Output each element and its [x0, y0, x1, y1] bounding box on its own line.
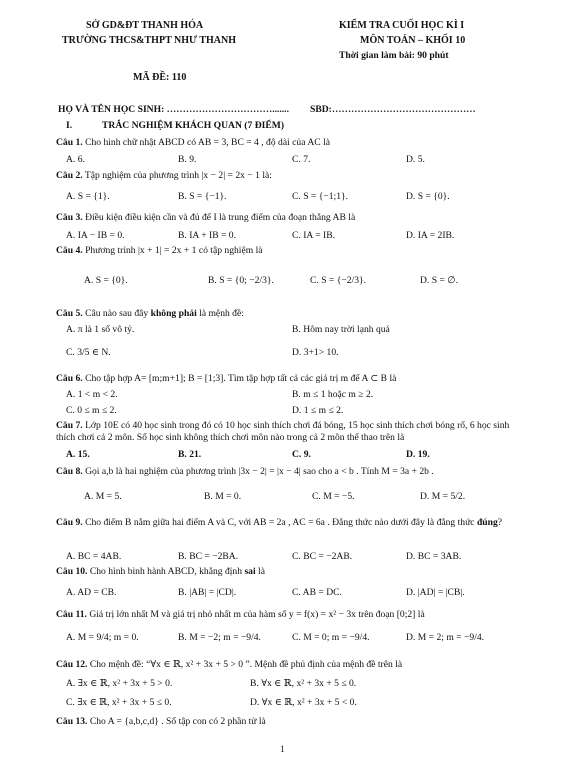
question-10 [56, 566, 265, 578]
option-a: A. AD = CB. [66, 587, 117, 598]
question-label: Câu 8. [56, 466, 83, 477]
question-text: Giá trị lớn nhất M và giá trị nhỏ nhất m của hàm số y = f(x) = x² − 3x trên đoạn [0;2] là [89, 609, 425, 620]
question-8 [56, 466, 434, 478]
question-text-end: là [255, 566, 265, 577]
option-a: A. S = {1}. [66, 191, 110, 202]
option-b: B. M = 0. [204, 491, 242, 502]
question-label: Câu 13. [56, 716, 88, 727]
question-9 [56, 517, 520, 529]
option-d: D. BC = 3AB. [406, 551, 462, 562]
question-text: Phương trình |x + 1| = 2x + 1 có tập nghiệm là [85, 245, 263, 256]
question-text: Điều kiện điều kiện cần và đủ để I là trung điểm của đoạn thẳng AB là [85, 212, 356, 223]
option-b: B. m ≤ 1 hoặc m ≥ 2. [292, 389, 374, 400]
question-label: Câu 3. [56, 212, 83, 223]
question-label: Câu 11. [56, 609, 87, 620]
option-d: D. 1 ≤ m ≤ 2. [292, 405, 344, 416]
option-c: C. 3/5 ∈ N. [66, 347, 111, 358]
question-12 [56, 659, 402, 671]
school-name: TRƯỜNG THCS&THPT NHƯ THANH [62, 35, 237, 46]
question-text: Cho điểm B nằm giữa hai điểm A và C, với AB = 2a , AC = 6a . Đẳng thức nào dưới đây là đẳng thức [85, 517, 477, 528]
option-c: C. 9. [292, 449, 311, 460]
question-text: Tập nghiệm của phương trình |x − 2| = 2x − 1 là: [84, 170, 272, 181]
question-label: Câu 2. [56, 170, 83, 181]
question-text: Cho mệnh đề: “∀x ∈ ℝ, x² + 3x + 5 > 0 ”. Mệnh đề phủ định của mệnh đề trên là [89, 659, 403, 670]
option-a: A. π là 1 số vô tỷ. [66, 324, 135, 335]
question-text: Lớp 10E có 40 học sinh trong đó có 10 học sinh thích chơi đá bóng, 15 học sinh thích chơi bóng rổ, 6 học sinh thích chơi cả 2 môn. Số học sinh không thích chơi môn nào trong cả 2 môn thể thao trên là [56, 420, 510, 443]
option-d: D. M = 2; m = −9/4. [406, 632, 485, 643]
option-c: C. IA = IB. [292, 230, 335, 241]
option-b: B. 21. [178, 449, 202, 460]
option-d: D. IA = 2IB. [406, 230, 455, 241]
question-label: Câu 9. [56, 517, 83, 528]
option-d: D. ∀x ∈ ℝ, x² + 3x + 5 < 0. [250, 697, 357, 708]
option-b: B. M = −2; m = −9/4. [178, 632, 261, 643]
option-b: B. IA + IB = 0. [178, 230, 236, 241]
option-a: A. S = {0}. [84, 275, 128, 286]
option-b: B. Hôm nay trời lạnh quá [292, 324, 390, 335]
question-label: Câu 7. [56, 420, 83, 431]
option-c: C. S = {−1;1}. [292, 191, 349, 202]
option-c: C. BC = −2AB. [292, 551, 353, 562]
student-id-field: SBD:……………………………………… [310, 104, 476, 115]
option-b: B. ∀x ∈ ℝ, x² + 3x + 5 ≤ 0. [250, 678, 357, 689]
option-a: A. BC = 4AB. [66, 551, 122, 562]
question-text-end: ? [497, 517, 503, 528]
question-text: Cho hình chữ nhật ABCD có AB = 3, BC = 4 , độ dài của AC là [85, 137, 330, 148]
question-4 [56, 245, 263, 257]
option-a: A. IA − IB = 0. [66, 230, 125, 241]
option-a: A. ∃x ∈ ℝ, x² + 3x + 5 > 0. [66, 678, 173, 689]
student-name-field: HỌ VÀ TÊN HỌC SINH: ……………………………....... [58, 104, 289, 115]
option-a: A. 6. [66, 154, 85, 165]
question-text: Câu nào sau đây [85, 308, 151, 319]
question-3 [56, 212, 355, 224]
question-2 [56, 170, 272, 182]
option-a: A. 1 < m < 2. [66, 389, 118, 400]
time-limit: Thời gian làm bài: 90 phút [339, 50, 449, 61]
option-b: B. S = {0; −2/3}. [208, 275, 274, 286]
question-7 [56, 420, 520, 444]
question-text: Gọi a,b là hai nghiệm của phương trình |3x − 2| = |x − 4| sao cho a < b . Tính M = 3a + 2b . [85, 466, 434, 477]
option-a: A. M = 5. [84, 491, 122, 502]
exam-code: MÃ ĐỀ: 110 [133, 72, 187, 83]
option-d: D. 19. [406, 449, 430, 460]
question-text: Cho tập hợp A= [m;m+1]; B = [1;3]. Tìm tập hợp tất cả các giá trị m để A ⊂ B là [85, 373, 397, 384]
option-b: B. |AB| = |CD|. [178, 587, 237, 598]
question-label: Câu 4. [56, 245, 83, 256]
option-d: D. 3+1> 10. [292, 347, 339, 358]
question-label: Câu 6. [56, 373, 83, 384]
exam-title: KIỂM TRA CUỐI HỌC KÌ I [339, 20, 465, 31]
question-text-end: là mệnh đề: [196, 308, 244, 319]
question-text: Cho hình bình hành ABCD, khẳng định [89, 566, 245, 577]
option-b: B. BC = −2BA. [178, 551, 239, 562]
option-d: D. M = 5/2. [420, 491, 466, 502]
question-emphasis: đúng [476, 517, 498, 528]
question-label: Câu 5. [56, 308, 83, 319]
subject-grade: MÔN TOÁN – KHỐI 10 [360, 35, 466, 46]
option-b: B. 9. [178, 154, 197, 165]
question-label: Câu 12. [56, 659, 88, 670]
question-emphasis: sai [244, 566, 256, 577]
option-d: D. S = ∅. [420, 275, 459, 286]
option-a: A. 15. [66, 449, 90, 460]
question-emphasis: không phải [150, 308, 197, 319]
question-1 [56, 137, 330, 149]
department-name: SỞ GD&ĐT THANH HÓA [86, 20, 204, 31]
question-11 [56, 609, 425, 621]
option-c: C. M = 0; m = −9/4. [292, 632, 370, 643]
option-c: C. S = {−2/3}. [310, 275, 367, 286]
page-number: 1 [280, 744, 285, 755]
question-5 [56, 308, 244, 320]
option-d: D. |AD| = |CB|. [406, 587, 465, 598]
option-a: A. M = 9/4; m = 0. [66, 632, 139, 643]
question-13 [56, 716, 266, 728]
option-d: D. 5. [406, 154, 425, 165]
question-label: Câu 1. [56, 137, 83, 148]
option-c: C. 0 ≤ m ≤ 2. [66, 405, 117, 416]
option-c: C. ∃x ∈ ℝ, x² + 3x + 5 ≤ 0. [66, 697, 172, 708]
question-text: Cho A = {a,b,c,d} . Số tập con có 2 phần tử là [89, 716, 266, 727]
option-d: D. S = {0}. [406, 191, 450, 202]
section-title: TRẮC NGHIỆM KHÁCH QUAN (7 ĐIỂM) [102, 120, 285, 131]
option-c: C. M = −5. [312, 491, 355, 502]
option-b: B. S = {−1}. [178, 191, 227, 202]
question-6 [56, 373, 396, 385]
section-number: I. [66, 120, 73, 131]
question-label: Câu 10. [56, 566, 88, 577]
option-c: C. AB = DC. [292, 587, 342, 598]
option-c: C. 7. [292, 154, 311, 165]
